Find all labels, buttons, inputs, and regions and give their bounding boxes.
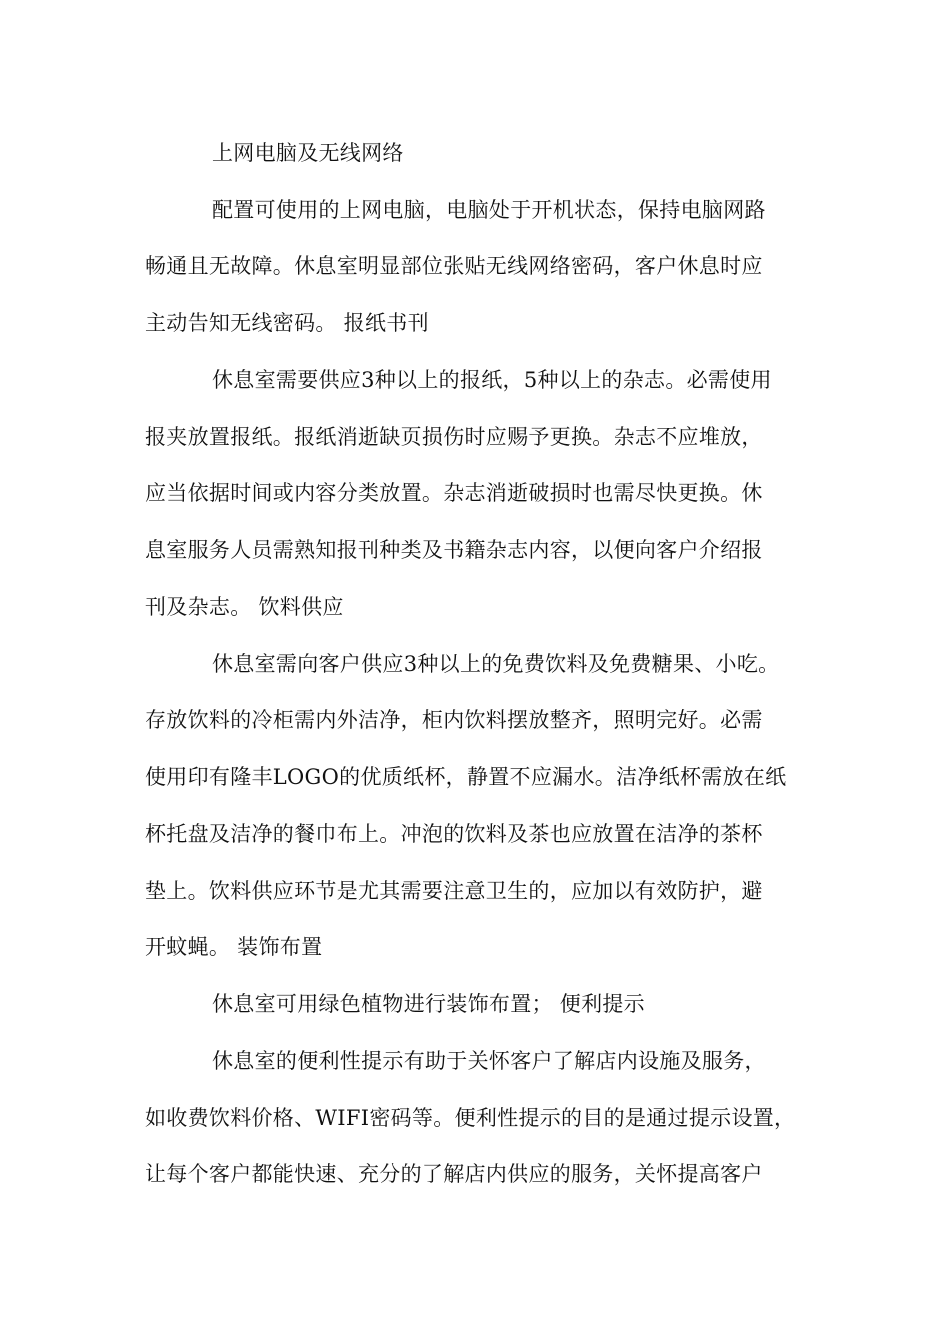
- paragraph-line: 杯托盘及洁净的餐巾布上。冲泡的饮料及茶也应放置在洁净的茶杯: [145, 822, 763, 846]
- paragraph-line: 开蚊蝇。 装饰布置: [145, 935, 323, 959]
- paragraph-line: 休息室需要供应3种以上的报纸，5种以上的杂志。必需使用: [212, 368, 772, 392]
- section-heading-internet: 上网电脑及无线网络: [212, 141, 404, 165]
- paragraph-line: 休息室可用绿色植物进行装饰布置； 便利提示: [212, 992, 645, 1016]
- paragraph-line: 休息室的便利性提示有助于关怀客户了解店内设施及服务，: [212, 1049, 766, 1073]
- paragraph-line: 存放饮料的冷柜需内外洁净，柜内饮料摆放整齐，照明完好。必需: [145, 708, 763, 732]
- paragraph-line: 休息室需向客户供应3种以上的免费饮料及免费糖果、小吃。: [212, 652, 780, 676]
- paragraph-line: 报夹放置报纸。报纸消逝缺页损伤时应赐予更换。杂志不应堆放，: [145, 425, 763, 449]
- paragraph-line: 息室服务人员需熟知报刊种类及书籍杂志内容，以便向客户介绍报: [145, 538, 763, 562]
- paragraph-line: 主动告知无线密码。 报纸书刊: [145, 311, 429, 335]
- paragraph-line: 畅通且无故障。休息室明显部位张贴无线网络密码，客户休息时应: [145, 254, 763, 278]
- paragraph-line: 如收费饮料价格、WIFI密码等。便利性提示的目的是通过提示设置，: [145, 1106, 796, 1130]
- paragraph-line: 配置可使用的上网电脑，电脑处于开机状态，保持电脑网路: [212, 198, 766, 222]
- paragraph-line: 应当依据时间或内容分类放置。杂志消逝破损时也需尽快更换。休: [145, 481, 763, 505]
- paragraph-line: 刊及杂志。 饮料供应: [145, 595, 344, 619]
- paragraph-line: 让每个客户都能快速、充分的了解店内供应的服务，关怀提高客户: [145, 1162, 763, 1186]
- paragraph-line: 垫上。饮料供应环节是尤其需要注意卫生的，应加以有效防护，避: [145, 879, 763, 903]
- paragraph-line: 使用印有隆丰LOGO的优质纸杯，静置不应漏水。洁净纸杯需放在纸: [145, 765, 787, 789]
